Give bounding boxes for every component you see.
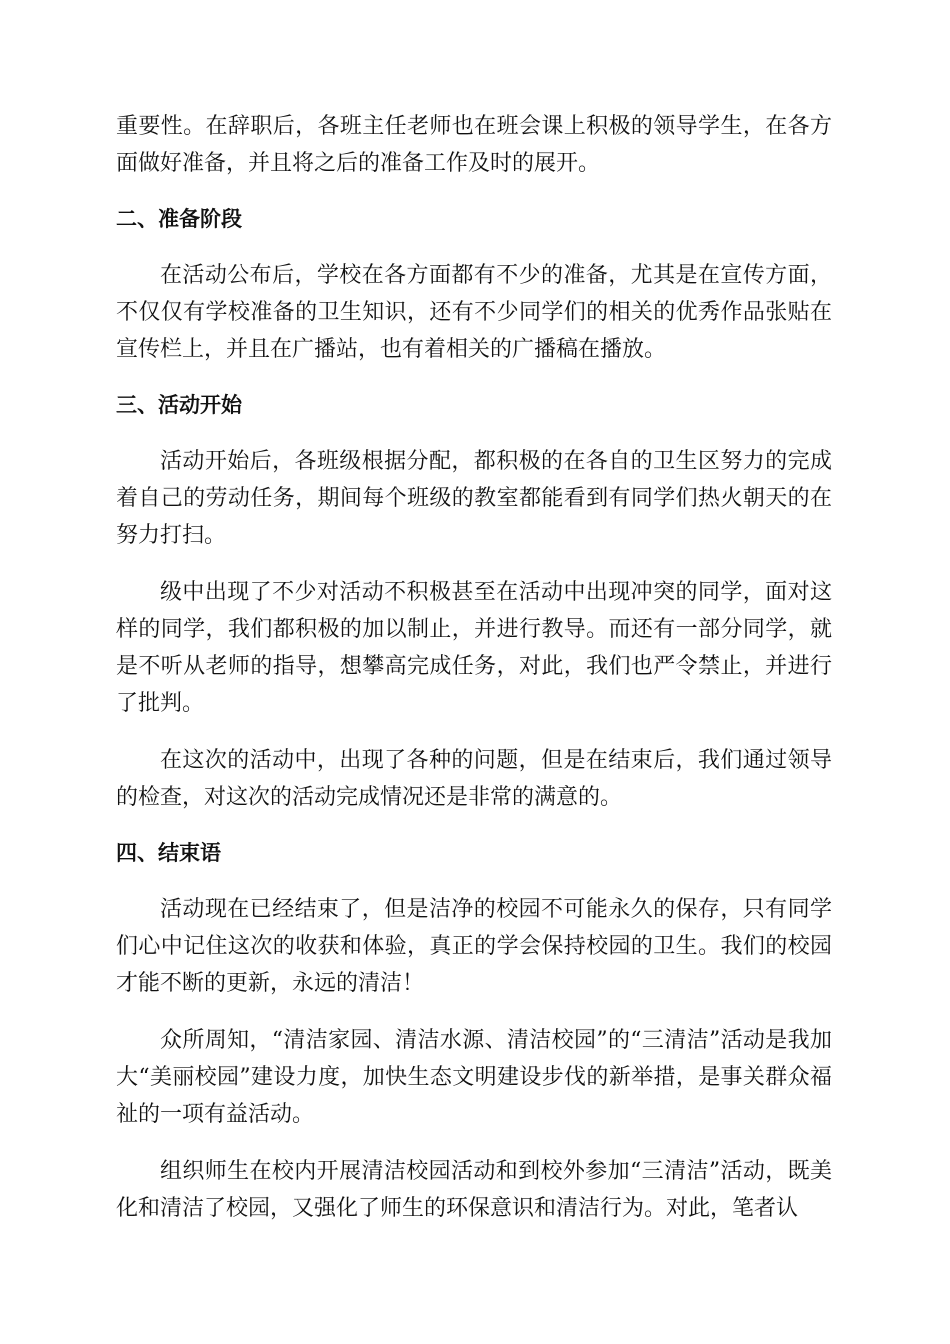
paragraph-7: 众所周知，“清洁家园、清洁水源、清洁校园”的“三清洁”活动是我加大“美丽校园”建设力度，加快生态文明建设步伐的新举措，是事关群众福祉的一项有益活动。 [116, 1028, 832, 1127]
paragraph-4: 级中出现了不少对活动不积极甚至在活动中出现冲突的同学，面对这样的同学，我们都积极的加以制止，并进行教导。而还有一部分同学，就是不听从老师的指导，想攀高完成任务，对此，我们也严令禁止，并进行了批判。 [116, 580, 832, 716]
spacer [116, 368, 832, 387]
spacer [116, 1002, 832, 1022]
heading-conclusion: 四、结束语 [116, 841, 221, 865]
spacer [116, 816, 832, 835]
spacer [116, 424, 832, 443]
spacer [116, 238, 832, 257]
spacer [116, 554, 832, 574]
heading-activity-start: 三、活动开始 [116, 393, 242, 417]
paragraph-2: 在活动公布后，学校在各方面都有不少的准备，尤其是在宣传方面，不仅仅有学校准备的卫生知识，还有不少同学们的相关的优秀作品张贴在宣传栏上，并且在广播站，也有着相关的广播稿在播放。 [116, 263, 832, 362]
spacer [116, 872, 832, 891]
spacer [116, 182, 832, 201]
heading-preparation: 二、准备阶段 [116, 207, 242, 231]
spacer [116, 1133, 832, 1153]
document-page [116, 108, 832, 1227]
paragraph-8: 组织师生在校内开展清洁校园活动和到校外参加“三清洁”活动，既美化和清洁了校园，又强化了师生的环保意识和清洁行为。对此，笔者认 [116, 1159, 832, 1221]
paragraph-1: 重要性。在辞职后，各班主任老师也在班会课上积极的领导学生，在各方面做好准备，并且将之后的准备工作及时的展开。 [116, 114, 832, 176]
paragraph-6: 活动现在已经结束了，但是洁净的校园不可能永久的保存，只有同学们心中记住这次的收获和体验，真正的学会保持校园的卫生。我们的校园才能不断的更新，永远的清洁！ [116, 897, 832, 996]
paragraph-5: 在这次的活动中，出现了各种的问题，但是在结束后，我们通过领导的检查，对这次的活动完成情况还是非常的满意的。 [116, 748, 832, 810]
paragraph-3: 活动开始后，各班级根据分配，都积极的在各自的卫生区努力的完成着自己的劳动任务，期间每个班级的教室都能看到有同学们热火朝天的在努力打扫。 [116, 449, 832, 548]
spacer [116, 722, 832, 742]
